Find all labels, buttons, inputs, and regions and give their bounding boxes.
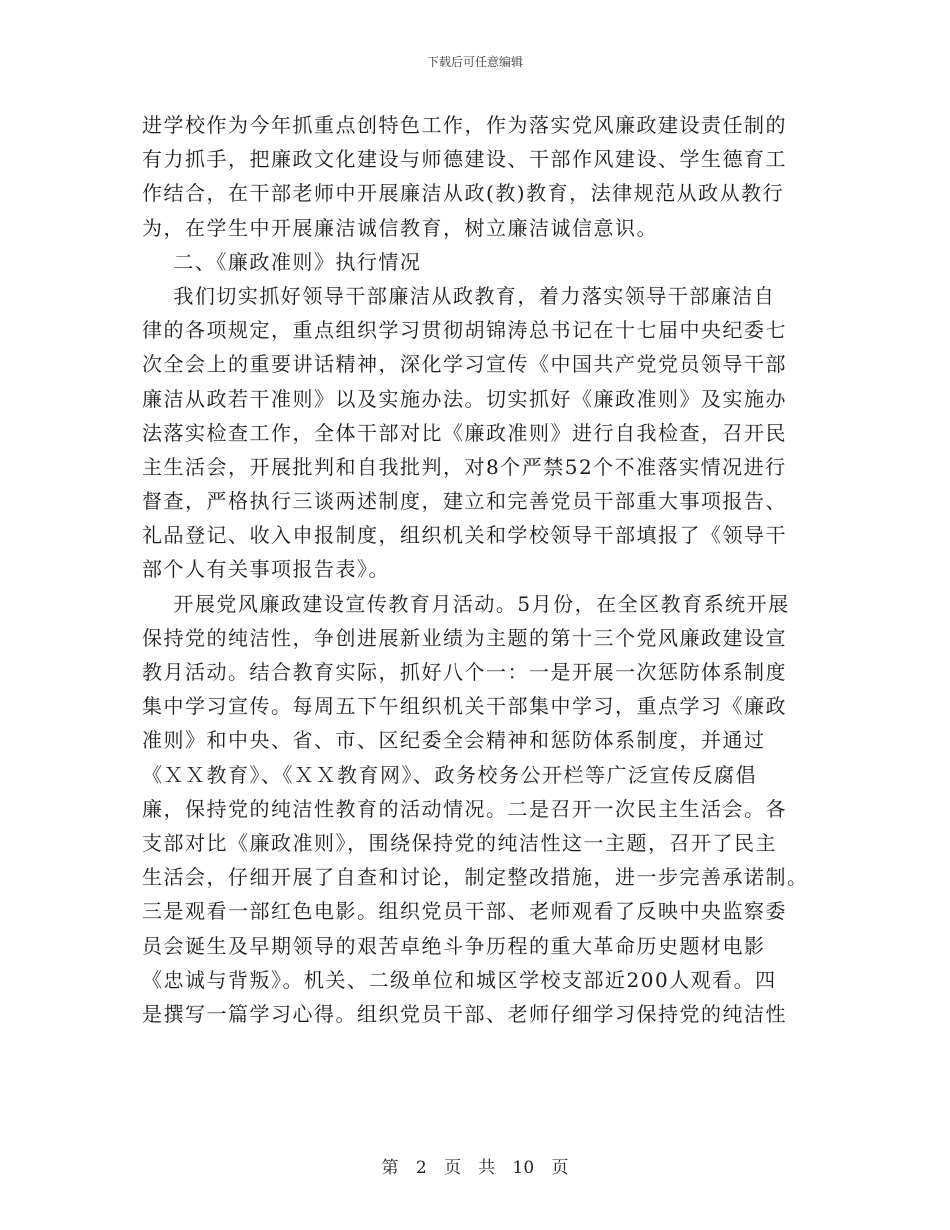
text-line: 廉洁从政若干准则》以及实施办法。切实抓好《廉政准则》及实施办 (142, 386, 787, 411)
text-line: 我们切实抓好领导干部廉洁从政教育，着力落实领导干部廉洁自 (142, 283, 776, 308)
text-line: 《ＸＸ教育》、《ＸＸ教育网》、政务校务公开栏等广泛宣传反腐倡 (142, 762, 757, 787)
footer-suffix: 页 (551, 1158, 569, 1178)
document-body (142, 108, 818, 1031)
footer-middle: 页 共 (444, 1158, 496, 1178)
text-line: 廉，保持党的纯洁性教育的活动情况。二是召开一次民主生活会。各 (142, 796, 787, 821)
text-line: 开展党风廉政建设宣传教育月活动。5月份，在全区教育系统开展 (142, 591, 790, 616)
text-line: 有力抓手，把廉政文化建设与师德建设、干部作风建设、学生德育工 (142, 147, 787, 172)
text-line: 主生活会，开展批判和自我批判，对8个严禁52个不准落实情况进行 (142, 454, 787, 479)
text-line: 支部对比《廉政准则》，围绕保持党的纯洁性这一主题，召开了民主 (142, 830, 777, 855)
current-page-number: 2 (415, 1158, 427, 1178)
text-line: 为，在学生中开展廉洁诚信教育，树立廉洁诚信意识。 (142, 215, 658, 240)
text-line: 是撰写一篇学习心得。组织党员干部、老师仔细学习保持党的纯洁性 (142, 1001, 787, 1026)
total-page-count: 10 (512, 1158, 535, 1178)
text-line: 进学校作为今年抓重点创特色工作，作为落实党风廉政建设责任制的 (142, 113, 787, 137)
text-line: 《忠诚与背叛》。机关、二级单位和城区学校支部近200人观看。四 (142, 967, 777, 992)
text-line: 作结合，在干部老师中开展廉洁从政(教)教育，法律规范从政从教行 (142, 181, 785, 206)
text-line: 督查，严格执行三谈两述制度，建立和完善党员干部重大事项报告、 (142, 489, 787, 514)
text-line: 次全会上的重要讲话精神，深化学习宣传《中国共产党党员领导干部 (142, 352, 787, 377)
text-line: 员会诞生及早期领导的艰苦卓绝斗争历程的重大革命历史题材电影 (142, 933, 766, 958)
page-header: 下载后可任意编辑 (426, 55, 523, 69)
text-line: 保持党的纯洁性，争创进展新业绩为主题的第十三个党风廉政建设宣 (142, 625, 787, 650)
text-line: 法落实检查工作，全体干部对比《廉政准则》进行自我检查，召开民 (142, 420, 787, 445)
text-line: 集中学习宣传。每周五下午组织机关干部集中学习，重点学习《廉政 (142, 694, 787, 719)
text-line: 部个人有关事项报告表》。 (142, 557, 390, 582)
text-line: 生活会，仔细开展了自查和讨论，制定整改措施，进一步完善承诺制。 (142, 865, 809, 890)
page-footer (0, 1153, 950, 1178)
text-line: 礼品登记、收入申报制度，组织机关和学校领导干部填报了《领导干 (142, 523, 787, 548)
text-line: 律的各项规定，重点组织学习贯彻胡锦涛总书记在十七届中央纪委七 (142, 318, 787, 343)
footer-prefix: 第 (381, 1158, 399, 1178)
text-line: 准则》和中央、省、市、区纪委全会精神和惩防体系制度，并通过 (142, 728, 766, 753)
text-line: 教月活动。结合教育实际，抓好八个一：一是开展一次惩防体系制度 (142, 660, 787, 684)
text-line: 三是观看一部红色电影。组织党员干部、老师观看了反映中央监察委 (142, 899, 787, 924)
section-heading: 二、《廉政准则》执行情况 (142, 249, 422, 274)
